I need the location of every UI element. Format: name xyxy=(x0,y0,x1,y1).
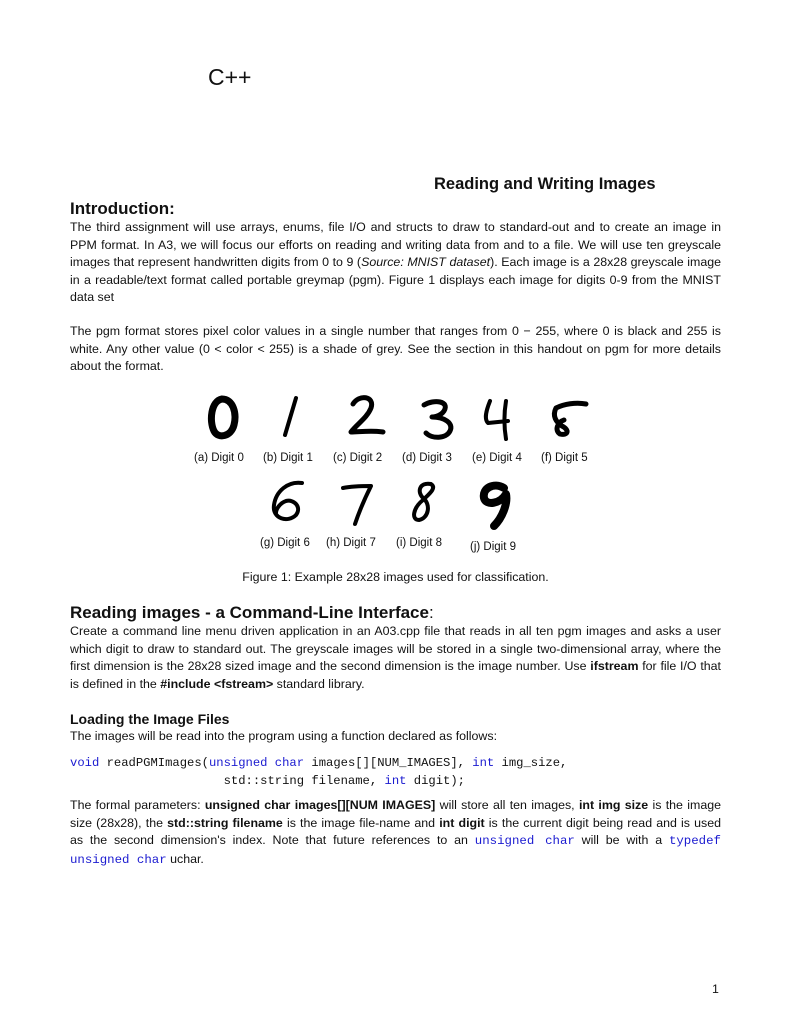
caption-digit-6: (g) Digit 6 xyxy=(260,537,310,549)
code-kw-unsigned-char: unsigned char xyxy=(208,756,305,770)
p5-text-a: The formal parameters: xyxy=(70,798,205,812)
code-block xyxy=(70,755,567,790)
digit-1-image xyxy=(278,393,302,441)
code-arg2: img_size, xyxy=(494,756,568,770)
caption-digit-9: (j) Digit 9 xyxy=(470,541,517,553)
digit-9-image xyxy=(474,476,520,530)
caption-digit-1: (b) Digit 1 xyxy=(263,452,313,464)
params-paragraph xyxy=(70,797,721,869)
digit-6-image xyxy=(268,477,314,525)
caption-digit-4: (e) Digit 4 xyxy=(472,452,522,464)
doc-subtitle: Reading and Writing Images xyxy=(434,175,656,193)
intro-heading: Introduction: xyxy=(70,199,175,218)
p5-images: unsigned char images[][NUM IMAGES] xyxy=(204,798,436,812)
cli-p3-text-b: for file I/O that is defined in the xyxy=(70,659,721,691)
intro-paragraph-2: The pgm format stores pixel color values in a single number that ranges from 0 − 255, where 0 is black and 255 is white. Any other value (0 < color < 255) is a shade of grey. See the section in this handout on pgm for more details about the format. xyxy=(70,324,721,374)
caption-digit-2: (c) Digit 2 xyxy=(333,452,383,464)
digit-3-image xyxy=(418,397,458,443)
p5-text-g: uchar. xyxy=(166,851,204,866)
doc-title: C++ xyxy=(208,64,252,90)
digit-5-image xyxy=(548,396,592,440)
intro-paragraph-1 xyxy=(70,219,721,307)
loading-heading: Loading the Image Files xyxy=(70,711,230,727)
digit-2-image xyxy=(345,392,387,440)
p5-text-c: is the image size (28x28), the xyxy=(70,798,722,830)
p5-text-d: is the image file-name and xyxy=(282,815,440,830)
code-kw-int-2: int xyxy=(384,773,407,788)
code-arg4: digit); xyxy=(406,773,465,788)
intro-p1-text-b: ). Each image is a 28x28 greyscale image in a readable/text format called portable greymap (pgm). Figure 1 displays each image for digits 0-9 from the MNIST data set xyxy=(70,255,721,305)
p5-text-b: will store all ten images, xyxy=(435,798,579,812)
cli-p3-ifstream: ifstream xyxy=(590,659,639,674)
cli-heading-text: Reading images - a Command-Line Interface xyxy=(70,603,429,622)
digit-7-image xyxy=(337,480,377,528)
caption-digit-5: (f) Digit 5 xyxy=(541,452,588,464)
cli-heading xyxy=(70,603,434,623)
caption-digit-0: (a) Digit 0 xyxy=(194,452,244,464)
caption-digit-7: (h) Digit 7 xyxy=(326,537,376,549)
p5-imgsize: int img size xyxy=(578,798,649,812)
figure-caption: Figure 1: Example 28x28 images used for classification. xyxy=(242,570,549,584)
code-fn: readPGMImages( xyxy=(99,756,209,770)
code-kw-int: int xyxy=(472,756,495,770)
loading-paragraph: The images will be read into the program using a function declared as follows: xyxy=(70,729,498,743)
p5-digit: int digit xyxy=(439,815,485,830)
caption-digit-8: (i) Digit 8 xyxy=(396,537,443,549)
cli-p3-text-c: standard library. xyxy=(273,676,365,691)
page-number: 1 xyxy=(712,982,719,996)
caption-digit-3: (d) Digit 3 xyxy=(402,452,452,464)
p5-filename: std::string filename xyxy=(167,815,283,830)
digit-0-image xyxy=(205,393,239,441)
code-indent xyxy=(70,774,224,788)
intro-p1-source: Source: MNIST dataset xyxy=(361,255,491,270)
p5-text-e: is the current digit being read and is used as the second dimension's index. Note that future references to an xyxy=(70,815,721,848)
digit-8-image xyxy=(407,478,443,526)
digit-4-image xyxy=(480,397,514,443)
p5-text-f: will be with a xyxy=(574,833,669,848)
p5-unsigned-char: unsigned char xyxy=(474,834,575,849)
code-arg1: images[][NUM_IMAGES], xyxy=(304,756,473,770)
p5-typedef: typedef unsigned char xyxy=(70,834,721,867)
code-arg3: std::string filename, xyxy=(223,773,385,788)
cli-p3-text-a: Create a command line menu driven application in an A03.cpp file that reads in all ten pgm images and asks a user which digit to draw to standard out. The greyscale images will be stored in a single two-dimensional array, where the first dimension is the 28x28 sized image and the second dimension is the image number. Use xyxy=(70,624,721,674)
intro-p1-text-a: The third assignment will use arrays, enums, file I/O and structs to draw to standard-out and to create an image in PPM format. In A3, we will focus our efforts on reading and writing data from and to a file. We will use ten greyscale images that represent handwritten digits from 0 to 9 ( xyxy=(70,220,721,270)
cli-paragraph xyxy=(70,623,721,693)
cli-heading-colon: : xyxy=(428,603,434,622)
code-kw-void: void xyxy=(70,756,100,770)
cli-p3-include: #include <fstream> xyxy=(160,676,274,691)
